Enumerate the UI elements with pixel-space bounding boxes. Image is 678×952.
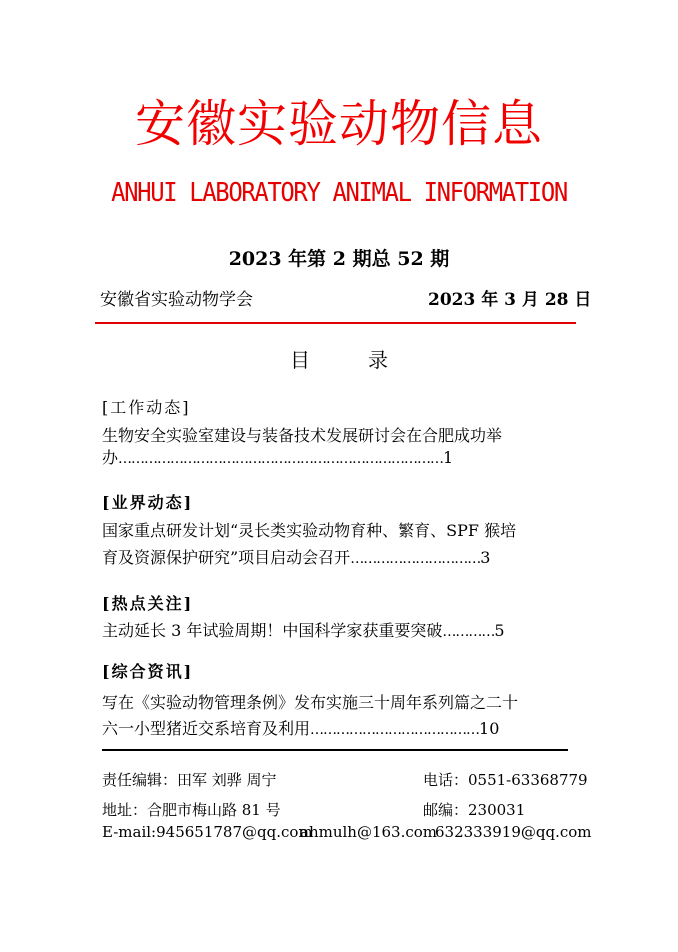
- toc-entry-line[interactable]: 写在《实验动物管理条例》发布实施三十周年系列篇之二十: [102, 693, 519, 712]
- toc-title: 目录: [290, 348, 446, 372]
- footer-divider: [102, 749, 568, 751]
- toc-section-heading: [工作动态]: [102, 398, 191, 417]
- toc-entry-line[interactable]: [102, 545, 490, 568]
- toc-leader: …………………………………………………………………: [118, 451, 444, 467]
- footer-phone: 电话：0551-63368779: [423, 771, 588, 789]
- toc-page-number: 3: [480, 548, 491, 567]
- toc-section-heading: [热点关注]: [102, 594, 194, 613]
- toc-entry-text: 主动延长 3 年试验周期！中国科学家获重要突破: [102, 621, 443, 640]
- footer-email-1[interactable]: E-mail:945651787@qq.com: [102, 823, 313, 841]
- masthead-title-en: ANHUI LABORATORY ANIMAL INFORMATION: [111, 178, 567, 208]
- issue-number: 2023 年第 2 期总 52 期: [228, 248, 450, 270]
- toc-entry-line[interactable]: 国家重点研发计划“灵长类实验动物育种、繁育、SPF 猴培: [102, 521, 517, 540]
- toc-entry-line[interactable]: 生物安全实验室建设与装备技术发展研讨会在合肥成功举: [102, 426, 503, 445]
- toc-entry-text: 六一小型猪近交系培育及利用: [102, 719, 311, 738]
- footer-postcode: 邮编：230031: [423, 801, 526, 819]
- toc-entry-text: 育及资源保护研究”项目启动会召开: [102, 548, 351, 567]
- toc-entry-text: 办: [102, 448, 119, 467]
- toc-leader: …………………………………: [310, 722, 480, 738]
- toc-section-heading: [业界动态]: [102, 493, 194, 512]
- footer-editors: 责任编辑：田军 刘骅 周宁: [102, 771, 277, 789]
- toc-section-heading: [综合资讯]: [102, 662, 194, 681]
- toc-page-number: 1: [443, 448, 454, 467]
- toc-entry-line[interactable]: [102, 618, 505, 641]
- toc-leader: …………………………: [350, 551, 481, 567]
- masthead-title-cn: 安徽实验动物信息: [135, 95, 543, 153]
- header-divider: [95, 322, 576, 324]
- toc-entry-line[interactable]: [102, 716, 499, 739]
- toc-entry-line[interactable]: [102, 445, 453, 468]
- footer-email-3[interactable]: 632333919@qq.com: [435, 823, 592, 841]
- footer-address: 地址：合肥市梅山路 81 号: [102, 801, 281, 819]
- publisher: 安徽省实验动物学会: [100, 290, 253, 310]
- footer-email-2[interactable]: ahmulh@163.com: [300, 823, 437, 841]
- toc-page-number: 5: [494, 621, 505, 640]
- publish-date: 2023 年 3 月 28 日: [428, 290, 592, 310]
- toc-page-number: 10: [479, 719, 500, 738]
- toc-leader: …………: [442, 624, 495, 640]
